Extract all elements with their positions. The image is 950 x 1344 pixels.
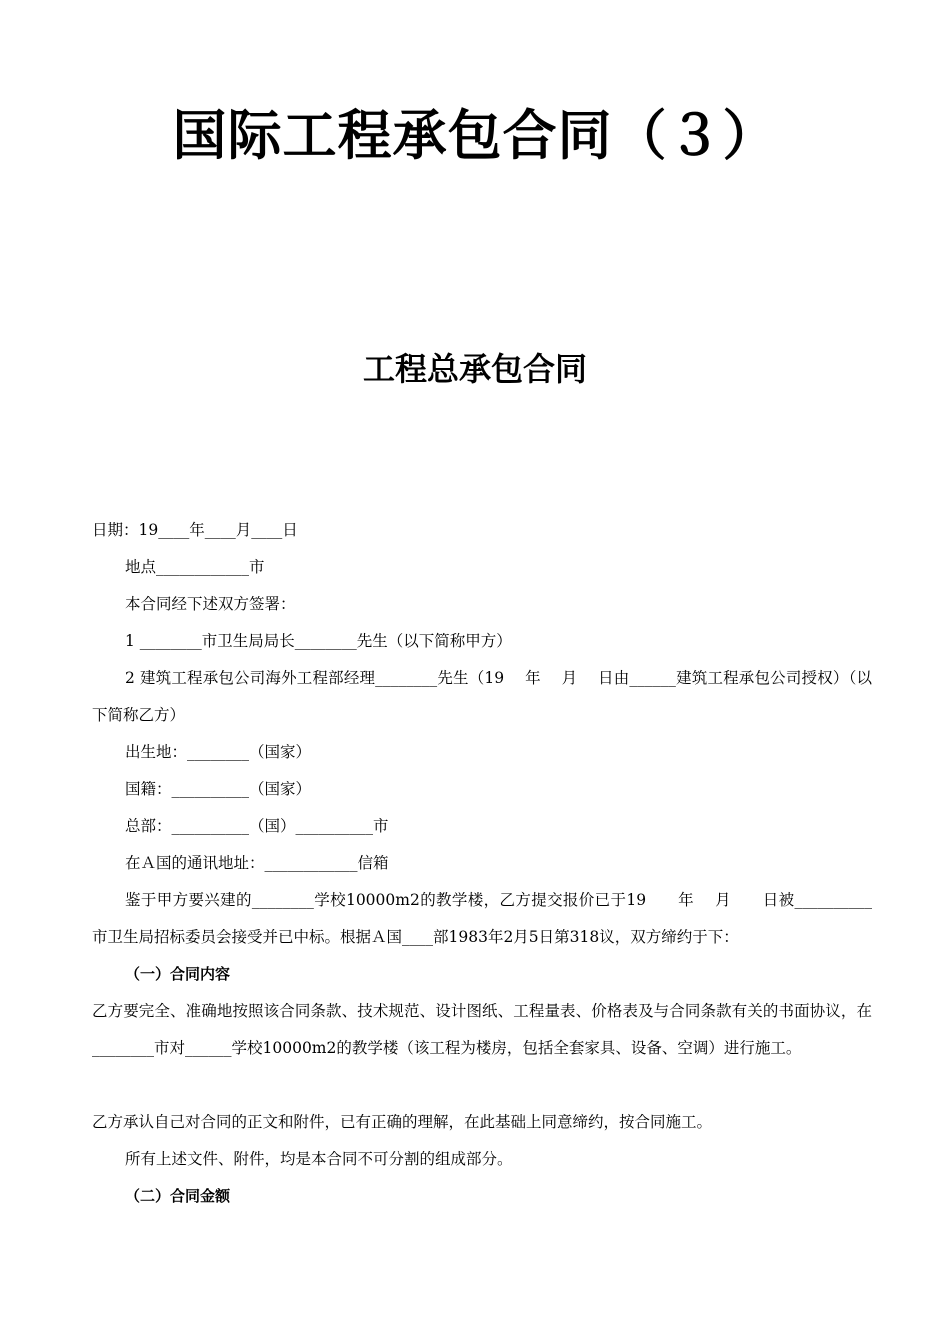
whereas-paragraph: 鉴于甲方要兴建的________学校10000m2的教学楼，乙方提交报价已于19 年 月 日被__________市卫生局招标委员会接受并已中标。根据Ａ国____部1983年2月5日第318议，双方缔约于下： bbox=[92, 891, 872, 946]
headquarters-line: 总部：__________（国）__________市 bbox=[125, 817, 389, 835]
section-2-heading: （二）合同金额 bbox=[125, 1187, 231, 1205]
birthplace-line: 出生地：________（国家） bbox=[125, 743, 312, 761]
paragraph-gap bbox=[92, 1067, 872, 1104]
section-1-paragraph: 乙方要完全、准确地按照该合同条款、技术规范、设计图纸、工程量表、价格表及与合同条款有关的书面协议，在________市对______学校10000m2的教学楼（该工程为楼房，包括全套家具、设备、空调）进行施工。 bbox=[92, 1002, 872, 1057]
document-subtitle: 工程总承包合同 bbox=[362, 350, 587, 388]
party-a-line: 1 ________市卫生局局长________先生（以下简称甲方） bbox=[125, 632, 512, 650]
place-line: 地点____________市 bbox=[125, 558, 265, 576]
date-line: 日期：19____年____月____日 bbox=[92, 521, 298, 539]
section-1-heading: （一）合同内容 bbox=[125, 965, 231, 983]
document-title: 国际工程承包合同（３） bbox=[172, 104, 778, 167]
nationality-line: 国籍：__________（国家） bbox=[125, 780, 312, 798]
integral-line: 所有上述文件、附件，均是本合同不可分割的组成部分。 bbox=[125, 1150, 513, 1168]
acknowledge-paragraph: 乙方承认自己对合同的正文和附件，已有正确的理解，在此基础上同意缔约，按合同施工。 bbox=[92, 1113, 713, 1131]
party-b-paragraph: 2 建筑工程承包公司海外工程部经理________先生（19 年 月 日由______建筑工程承包公司授权）（以下简称乙方） bbox=[92, 669, 872, 724]
intro-line: 本合同经下述双方签署： bbox=[125, 595, 296, 613]
contract-body bbox=[92, 512, 872, 1215]
address-line: 在Ａ国的通讯地址：____________信箱 bbox=[125, 854, 389, 872]
